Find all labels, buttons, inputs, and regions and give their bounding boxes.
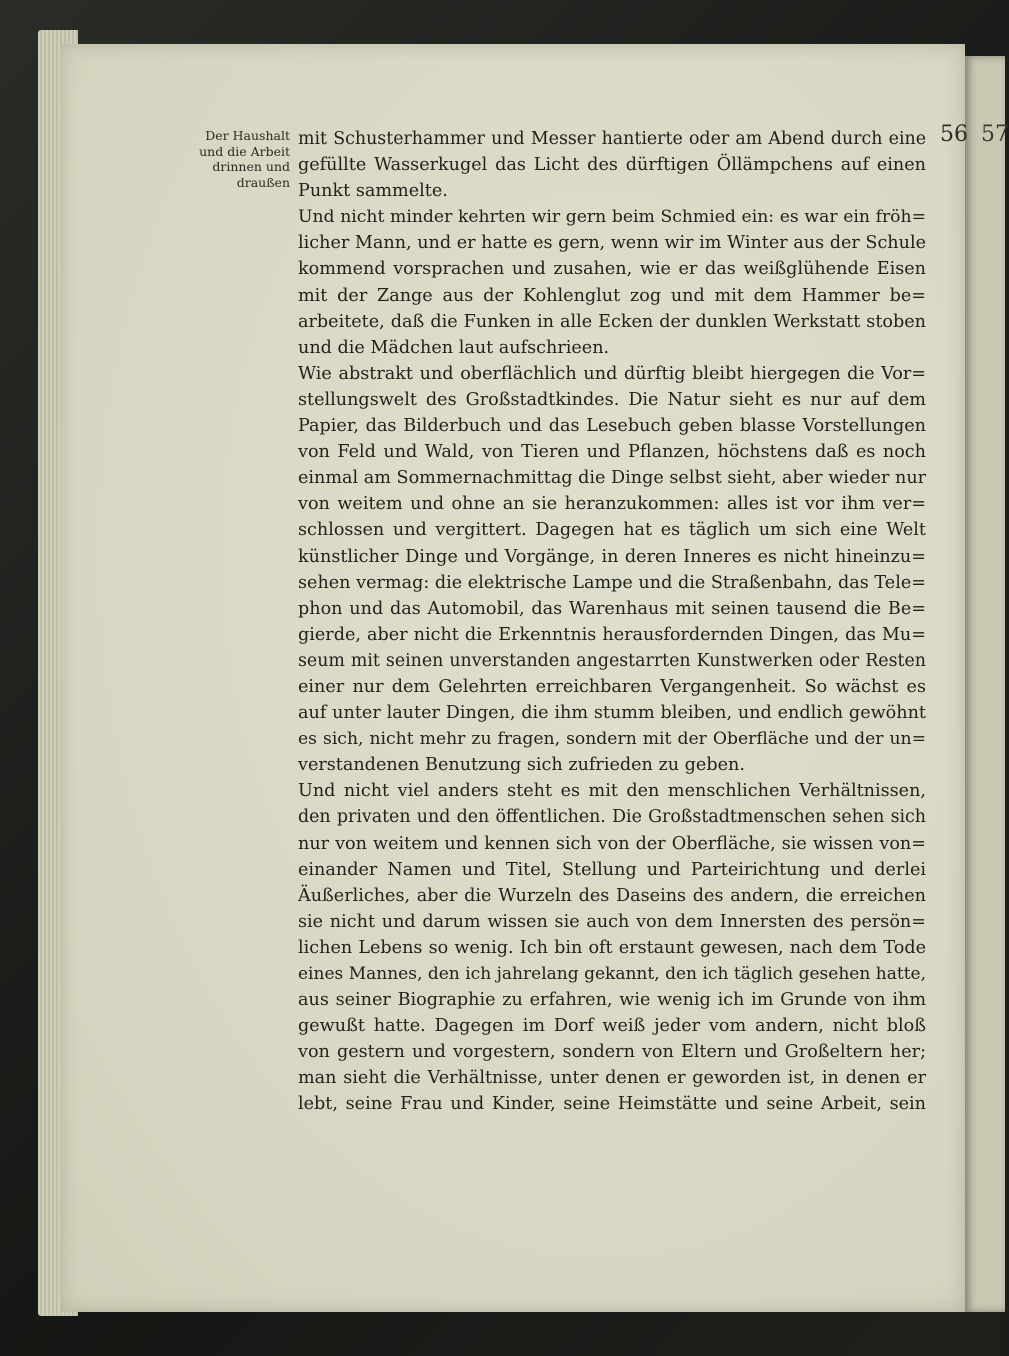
text-line: auf unter lauter Dingen, die ihm stumm bleiben, und endlich gewöhnt: [298, 703, 926, 724]
margin-note-line: drinnen und: [212, 159, 290, 174]
text-line: schlossen und vergittert. Dagegen hat es täglich um sich eine Welt: [298, 520, 926, 541]
text-line: einander Namen und Titel, Stellung und Parteirichtung und derlei: [298, 859, 926, 880]
text-line: arbeitete, daß die Funken in alle Ecken der dunklen Werkstatt stoben: [298, 311, 926, 332]
text-line: lichen Lebens so wenig. Ich bin oft erstaunt gewesen, nach dem Tode: [298, 937, 926, 958]
text-line: mit der Zange aus der Kohlenglut zog und mit dem Hammer be=: [298, 285, 926, 306]
text-line: es sich, nicht mehr zu fragen, sondern mit der Oberfläche und der un=: [298, 729, 926, 750]
next-page-edge: [965, 56, 1005, 1312]
text-line: künstlicher Dinge und Vorgänge, in deren Inneres es nicht hineinzu=: [298, 546, 926, 567]
text-line: von weitem und ohne an sie heranzukommen: alles ist vor ihm ver=: [298, 494, 926, 515]
text-line: nur von weitem und kennen sich von der Oberfläche, sie wissen von=: [298, 833, 926, 854]
text-line: Und nicht minder kehrten wir gern beim Schmied ein: es war ein fröh=: [298, 207, 926, 228]
text-line: stellungswelt des Großstadtkindes. Die Natur sieht es nur auf dem: [298, 389, 926, 410]
text-line: Papier, das Bilderbuch und das Lesebuch geben blasse Vorstellungen: [298, 416, 926, 437]
text-line: gefüllte Wasserkugel das Licht des dürftigen Öllämpchens auf einen: [298, 155, 926, 176]
page-number: 56: [940, 122, 968, 147]
text-line: sie nicht und darum wissen sie auch von dem Innersten des persön=: [298, 911, 926, 932]
text-line: eines Mannes, den ich jahrelang gekannt, den ich täglich gesehen hatte,: [298, 964, 926, 984]
text-line: verstandenen Benutzung sich zufrieden zu geben.: [298, 755, 745, 776]
text-line: licher Mann, und er hatte es gern, wenn wir im Winter aus der Schule: [298, 233, 926, 254]
text-line: von gestern und vorgestern, sondern von Eltern und Großeltern her;: [298, 1042, 926, 1063]
text-line: gierde, aber nicht die Erkenntnis herausfordernden Dingen, das Mu=: [298, 624, 926, 645]
next-page-number: 57: [981, 122, 1009, 147]
text-line: einer nur dem Gelehrten erreichbaren Vergangenheit. So wächst es: [298, 676, 926, 697]
text-line: Wie abstrakt und oberflächlich und dürftig bleibt hiergegen die Vor=: [298, 363, 926, 384]
body-text: [298, 126, 926, 1118]
text-line: seum mit seinen unverstanden angestarrten Kunstwerken oder Resten: [298, 650, 926, 671]
text-line: phon und das Automobil, das Warenhaus mit seinen tausend die Be=: [298, 598, 926, 619]
margin-note: [160, 128, 290, 190]
text-line: sehen vermag: die elektrische Lampe und die Straßenbahn, das Tele=: [298, 572, 926, 593]
text-line: mit Schusterhammer und Messer hantierte oder am Abend durch eine: [298, 129, 926, 149]
text-line: Und nicht viel anders steht es mit den menschlichen Verhältnissen,: [298, 781, 926, 802]
text-line: von Feld und Wald, von Tieren und Pflanzen, höchstens daß es noch: [298, 442, 926, 463]
text-line: Äußerliches, aber die Wurzeln des Daseins des andern, die erreichen: [298, 885, 926, 906]
margin-note-line: und die Arbeit: [199, 143, 290, 159]
text-line: Punkt sammelte.: [298, 181, 448, 202]
text-line: kommend vorsprachen und zusahen, wie er das weißglühende Eisen: [298, 259, 926, 280]
margin-note-line: draußen: [236, 174, 290, 190]
text-line: und die Mädchen laut aufschrieen.: [298, 337, 610, 358]
text-line: aus seiner Biographie zu erfahren, wie wenig ich im Grunde von ihm: [298, 990, 926, 1011]
text-line: einmal am Sommernachmittag die Dinge selbst sieht, aber wieder nur: [298, 468, 927, 489]
text-line: gewußt hatte. Dagegen im Dorf weiß jeder vom andern, nicht bloß: [298, 1016, 926, 1037]
margin-note-line: Der Haushalt: [205, 128, 290, 143]
text-line: lebt, seine Frau und Kinder, seine Heimstätte und seine Arbeit, sein: [298, 1094, 926, 1115]
text-line: man sieht die Verhältnisse, unter denen er geworden ist, in denen er: [298, 1068, 926, 1089]
text-line: den privaten und den öffentlichen. Die Großstadtmenschen sehen sich: [298, 807, 926, 828]
